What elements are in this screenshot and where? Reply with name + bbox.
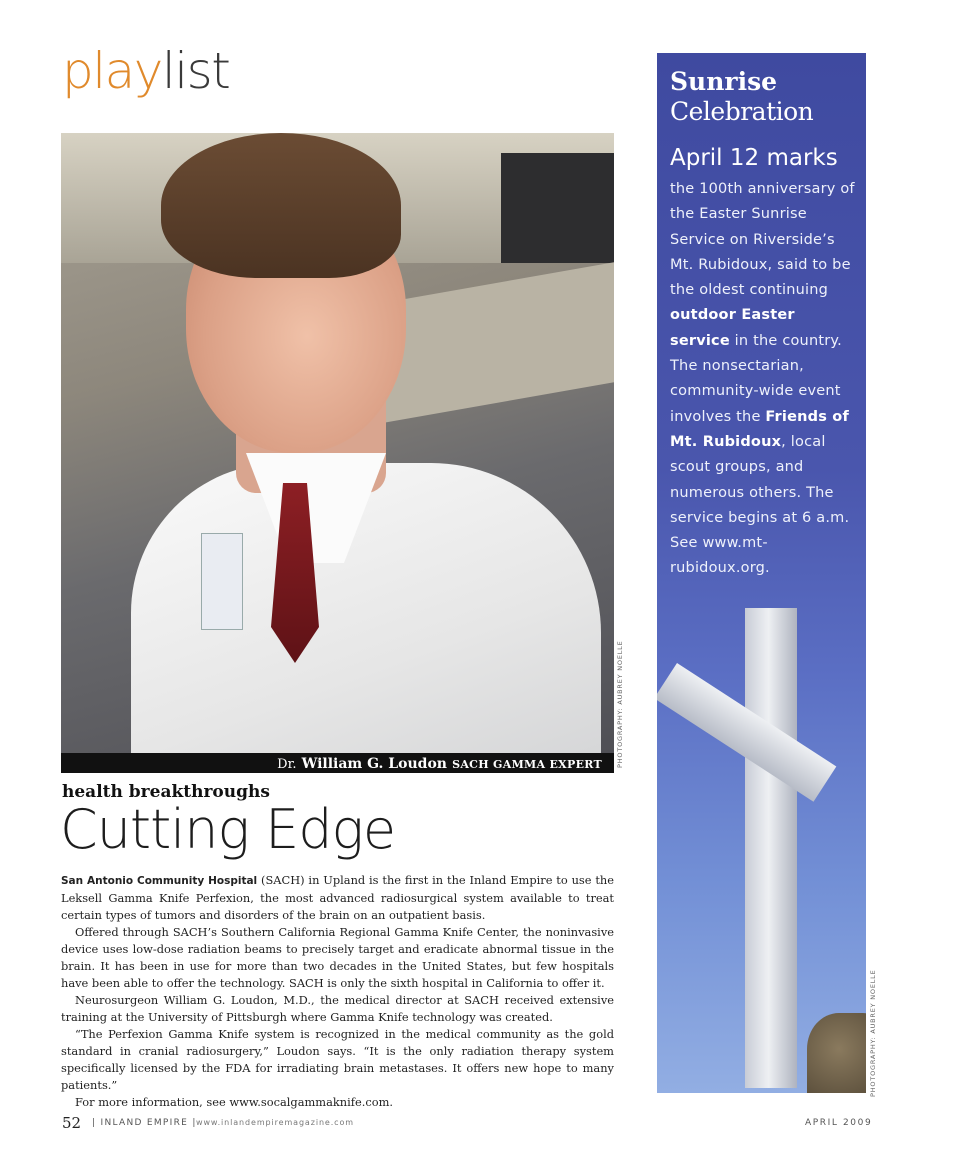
sidebar-text: in the country. The nonsectarian, community-wide event involves the	[670, 332, 842, 425]
magazine-url: www.inlandempiremagazine.com	[196, 1118, 354, 1127]
photo-credit: PHOTOGRAPHY: AUBREY NOELLE	[616, 640, 624, 768]
article-paragraph: Offered through SACH’s Southern California Regional Gamma Knife Center, the noninvasive device uses low-dose radiation beams to precisely target and eradicate abnormal tissue in the brain. It has been in use for more than two decades in the United States, but few hospitals have been able to offer the technology. SACH is only the sixth hospital in California to offer it.	[61, 925, 614, 990]
cross-image	[745, 608, 797, 1088]
sidebar-subtitle: Celebration	[670, 97, 814, 126]
sidebar-bold: outdoor Easter service	[670, 307, 795, 349]
doctor-photo	[61, 133, 614, 753]
article-paragraph	[61, 872, 614, 924]
article-paragraph: For more information, see www.socalgammaknife.com.	[75, 1095, 393, 1109]
caption-title: SACH GAMMA EXPERT	[452, 758, 602, 771]
article-headline: Cutting Edge	[60, 798, 396, 861]
issue-date: APRIL 2009	[805, 1118, 873, 1128]
page-number: 52	[62, 1114, 82, 1132]
sidebar-text: , local scout groups, and numerous others. The service begins at 6 a.m. See www.mt-rubidoux.org.	[670, 433, 850, 577]
sidebar-photo-credit: PHOTOGRAPHY: AUBREY NOELLE	[869, 969, 877, 1097]
section-header-play: play	[62, 42, 162, 100]
sidebar-body	[670, 177, 858, 582]
article-body	[61, 872, 614, 1111]
sunrise-sidebar	[657, 53, 866, 1093]
sidebar-text: the 100th anniversary of the Easter Sunrise Service on Riverside’s Mt. Rubidoux, said to be the oldest continuing	[670, 181, 855, 299]
caption-prefix: Dr.	[277, 757, 297, 772]
article-paragraph: “The Perfexion Gamma Knife system is recognized in the medical community as the gold standard in cranial radiosurgery,” Loudon says. “It is the only radiation therapy system specifically licensed by the FDA for irradiating brain metastases. It offers new hope to many patients.”	[61, 1027, 614, 1092]
caption-name: William G. Loudon	[301, 756, 447, 772]
article-kicker: health breakthroughs	[62, 782, 270, 802]
section-header	[62, 42, 230, 100]
article-paragraph: Neurosurgeon William G. Loudon, M.D., the medical director at SACH received extensive training at the University of Pittsburgh where Gamma Knife technology was created.	[61, 993, 614, 1024]
sidebar-date: April 12 marks	[670, 145, 838, 171]
photo-caption	[61, 753, 614, 773]
sidebar-title: Sunrise	[670, 67, 778, 96]
sidebar-bold: Friends of Mt. Rubidoux	[670, 408, 849, 450]
article-lead: San Antonio Community Hospital	[61, 875, 258, 887]
section-header-list: list	[161, 42, 230, 100]
rocks-image	[807, 1013, 866, 1093]
magazine-name: | INLAND EMPIRE |	[92, 1118, 197, 1128]
article-p1-text: (SACH) in Upland is the first in the Inland Empire to use the Leksell Gamma Knife Perfexion, the most advanced radiosurgical system available to treat certain types of tumors and disorders of the brain on an outpatient basis.	[61, 873, 614, 922]
